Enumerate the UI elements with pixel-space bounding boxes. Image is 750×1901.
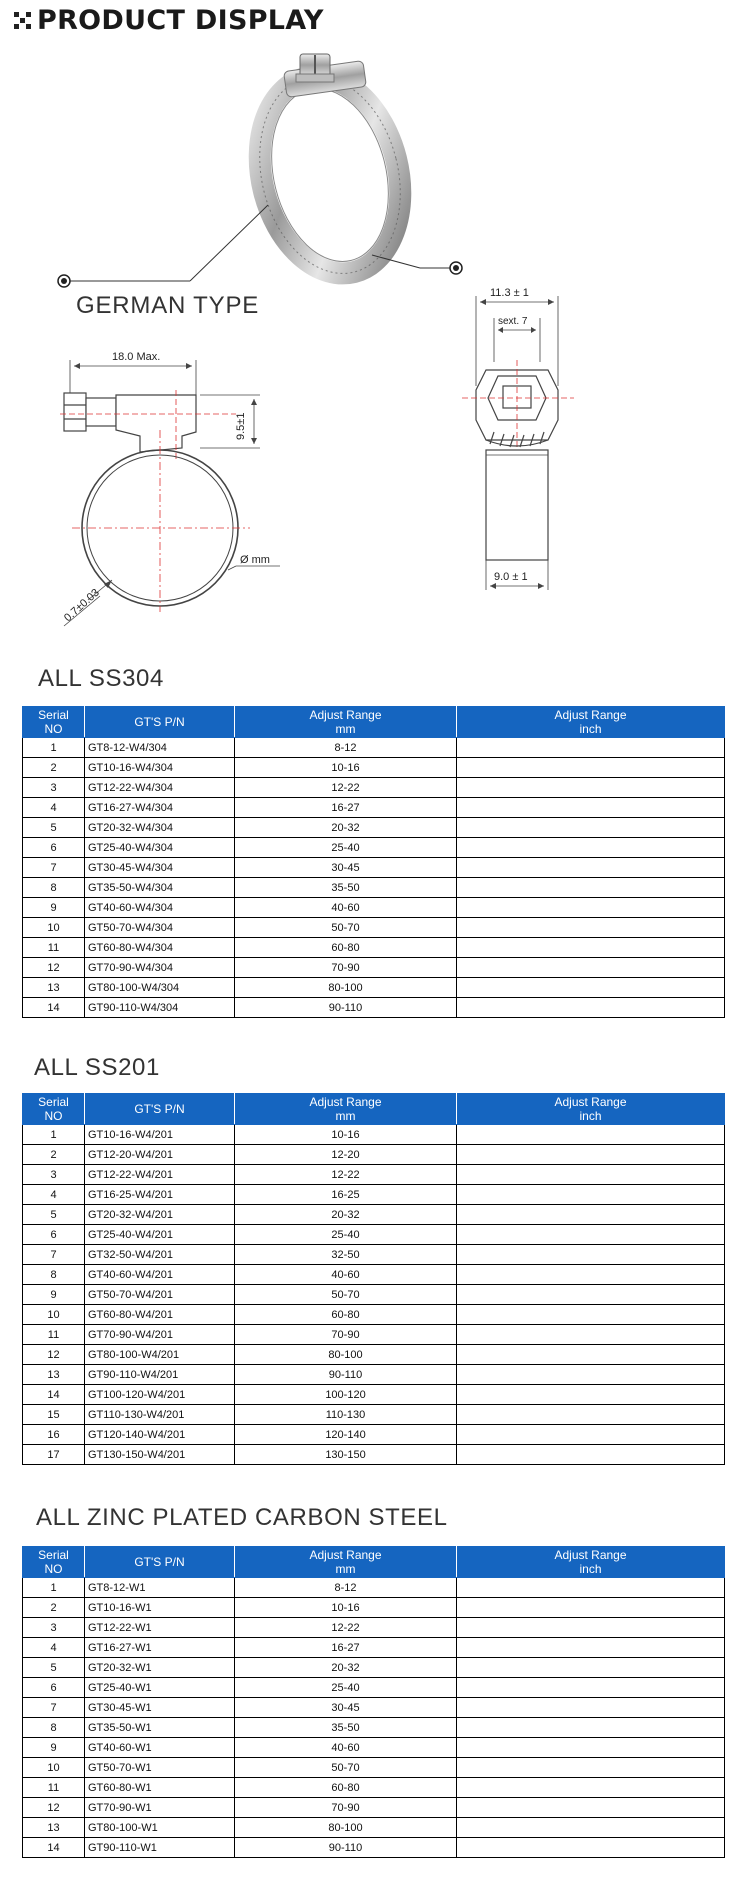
cell-pn: GT12-22-W4/201 [85,1165,235,1185]
table-row [23,1445,725,1465]
cell-pn: GT50-70-W4/201 [85,1285,235,1305]
cell-pn: GT100-120-W4/201 [85,1385,235,1405]
cell-pn: GT20-32-W4/304 [85,818,235,838]
cell-range-mm: 10-16 [235,1598,457,1618]
cell-range-mm: 35-50 [235,1718,457,1738]
cell-range-mm: 8-12 [235,738,457,758]
table-row [23,1385,725,1405]
table-row [23,1698,725,1718]
table-row [23,878,725,898]
table-row [23,938,725,958]
cell-range-inch [457,1698,725,1718]
table-row [23,918,725,938]
cell-serial: 4 [23,1638,85,1658]
table-row [23,1618,725,1638]
cell-pn: GT10-16-W4/304 [85,758,235,778]
cell-serial: 5 [23,1658,85,1678]
header-pn [85,1094,235,1125]
cell-range-inch [457,798,725,818]
section-title-zinc: ALL ZINC PLATED CARBON STEEL [36,1504,448,1531]
cell-range-inch [457,1165,725,1185]
cell-serial: 2 [23,1598,85,1618]
cell-range-mm: 25-40 [235,1678,457,1698]
cell-range-inch [457,1638,725,1658]
table-row [23,1838,725,1858]
cell-serial: 13 [23,1818,85,1838]
cell-serial: 11 [23,1778,85,1798]
cell-range-inch [457,1185,725,1205]
cell-pn: GT20-32-W4/201 [85,1205,235,1225]
cell-pn: GT35-50-W4/304 [85,878,235,898]
cell-range-inch [457,1205,725,1225]
header-range-inch [457,1547,725,1578]
cell-pn: GT70-90-W4/201 [85,1325,235,1345]
header-range-mm-line-1: Adjust Range [309,1548,382,1562]
cell-range-mm: 40-60 [235,1265,457,1285]
cell-pn: GT60-80-W1 [85,1778,235,1798]
cell-serial: 11 [23,938,85,958]
cell-range-mm: 50-70 [235,1758,457,1778]
header-range-mm-line-2: mm [335,1562,356,1576]
cell-pn: GT35-50-W1 [85,1718,235,1738]
cell-serial: 14 [23,1838,85,1858]
cell-pn: GT80-100-W4/304 [85,978,235,998]
product-figure [0,36,750,636]
cell-pn: GT120-140-W4/201 [85,1425,235,1445]
table-row [23,1205,725,1225]
table-row [23,1265,725,1285]
table-row [23,1165,725,1185]
table-row [23,1245,725,1265]
dim-hex: sext. 7 [498,316,528,327]
cell-range-mm: 70-90 [235,1798,457,1818]
cell-pn: GT80-100-W1 [85,1818,235,1838]
cell-range-inch [457,1818,725,1838]
cell-pn: GT40-60-W4/201 [85,1265,235,1285]
dim-housing: 11.3 ± 1 [490,287,529,299]
table-row [23,1798,725,1818]
type-label: GERMAN TYPE [76,292,260,319]
header-range-inch-line-1: Adjust Range [554,708,627,722]
cell-pn: GT60-80-W4/304 [85,938,235,958]
table-row [23,1185,725,1205]
cell-serial: 9 [23,1285,85,1305]
header-serial [23,707,85,738]
table-row [23,978,725,998]
cell-range-inch [457,1798,725,1818]
cell-range-inch [457,1365,725,1385]
cell-pn: GT30-45-W4/304 [85,858,235,878]
cell-range-mm: 40-60 [235,898,457,918]
cell-pn: GT130-150-W4/201 [85,1445,235,1465]
cell-range-mm: 12-22 [235,778,457,798]
table-row [23,1325,725,1345]
cell-range-inch [457,758,725,778]
cell-range-mm: 20-32 [235,1658,457,1678]
cell-pn: GT60-80-W4/201 [85,1305,235,1325]
header-range-mm [235,1094,457,1125]
cell-range-mm: 10-16 [235,1125,457,1145]
header-range-mm-line-1: Adjust Range [309,1095,382,1109]
cell-pn: GT10-16-W1 [85,1598,235,1618]
cell-pn: GT50-70-W1 [85,1758,235,1778]
section-title-ss201: ALL SS201 [34,1054,160,1081]
cell-range-mm: 50-70 [235,918,457,938]
table-row [23,1225,725,1245]
cell-pn: GT110-130-W4/201 [85,1405,235,1425]
cell-pn: GT25-40-W1 [85,1678,235,1698]
cell-serial: 13 [23,978,85,998]
cell-range-inch [457,838,725,858]
cell-range-mm: 60-80 [235,1778,457,1798]
table-row [23,738,725,758]
cell-serial: 12 [23,958,85,978]
cell-serial: 3 [23,1165,85,1185]
cell-range-inch [457,1385,725,1405]
cell-range-mm: 30-45 [235,858,457,878]
table-ss201 [22,1093,725,1465]
cell-range-inch [457,1345,725,1365]
cell-range-inch [457,738,725,758]
page-title: PRODUCT DISPLAY [37,4,324,36]
header-range-inch-line-1: Adjust Range [554,1095,627,1109]
cell-pn: GT16-27-W1 [85,1638,235,1658]
cell-range-mm: 30-45 [235,1698,457,1718]
cell-serial: 7 [23,1698,85,1718]
cell-range-mm: 40-60 [235,1738,457,1758]
cell-range-inch [457,1225,725,1245]
cell-serial: 5 [23,1205,85,1225]
cell-pn: GT80-100-W4/201 [85,1345,235,1365]
cell-pn: GT40-60-W4/304 [85,898,235,918]
cell-pn: GT70-90-W4/304 [85,958,235,978]
cell-range-mm: 120-140 [235,1425,457,1445]
cell-range-inch [457,1445,725,1465]
cell-range-mm: 12-20 [235,1145,457,1165]
cell-range-mm: 25-40 [235,838,457,858]
header-row [23,707,725,738]
header-range-mm-line-2: mm [335,722,356,736]
table-row [23,1285,725,1305]
dim-width: 18.0 Max. [112,351,161,363]
cell-serial: 13 [23,1365,85,1385]
cell-range-mm: 12-22 [235,1165,457,1185]
cell-serial: 6 [23,1678,85,1698]
cell-pn: GT16-27-W4/304 [85,798,235,818]
cell-range-inch [457,1245,725,1265]
cell-range-inch [457,1718,725,1738]
dim-thickness: 0.7±0.03 [61,586,102,625]
cell-serial: 5 [23,818,85,838]
header-row [23,1094,725,1125]
header-serial-line-1: Serial [38,708,69,722]
cell-pn: GT90-110-W1 [85,1838,235,1858]
header-pn-line-1: GT'S P/N [134,715,185,729]
cell-serial: 14 [23,998,85,1018]
cell-serial: 12 [23,1798,85,1818]
table-row [23,1145,725,1165]
table-row [23,1345,725,1365]
cell-serial: 8 [23,878,85,898]
cell-serial: 9 [23,898,85,918]
cell-range-inch [457,1405,725,1425]
section-title-ss304: ALL SS304 [38,665,164,692]
header-range-mm-line-2: mm [335,1109,356,1123]
cell-range-mm: 80-100 [235,978,457,998]
cell-range-inch [457,958,725,978]
cell-pn: GT90-110-W4/304 [85,998,235,1018]
header-pn-line-1: GT'S P/N [134,1102,185,1116]
cell-range-mm: 16-27 [235,798,457,818]
cell-range-mm: 8-12 [235,1578,457,1598]
header-range-inch-line-2: inch [579,1562,602,1576]
header-pn [85,1547,235,1578]
cell-range-inch [457,938,725,958]
cell-serial: 7 [23,858,85,878]
cell-range-inch [457,898,725,918]
cell-range-mm: 32-50 [235,1245,457,1265]
header-pn [85,707,235,738]
cell-range-inch [457,1738,725,1758]
header-range-mm-line-1: Adjust Range [309,708,382,722]
grid-pattern-icon [14,12,31,29]
cell-range-mm: 110-130 [235,1405,457,1425]
cell-range-mm: 16-25 [235,1185,457,1205]
table-row [23,1578,725,1598]
cell-pn: GT16-25-W4/201 [85,1185,235,1205]
cell-range-mm: 25-40 [235,1225,457,1245]
cell-serial: 10 [23,1758,85,1778]
page-header [14,4,324,36]
cell-range-inch [457,778,725,798]
table-row [23,838,725,858]
header-range-inch [457,707,725,738]
cell-serial: 10 [23,918,85,938]
table-row [23,958,725,978]
cell-range-mm: 90-110 [235,1838,457,1858]
cell-serial: 1 [23,1578,85,1598]
table-zinc [22,1546,725,1858]
cell-range-mm: 80-100 [235,1818,457,1838]
cell-range-inch [457,818,725,838]
header-serial-line-1: Serial [38,1095,69,1109]
cell-range-mm: 50-70 [235,1285,457,1305]
cell-serial: 11 [23,1325,85,1345]
cell-range-inch [457,1678,725,1698]
cell-range-mm: 35-50 [235,878,457,898]
dim-band: 9.0 ± 1 [494,571,528,583]
header-range-inch-line-1: Adjust Range [554,1548,627,1562]
table-ss304 [22,706,725,1018]
table-row [23,1125,725,1145]
cell-pn: GT12-22-W4/304 [85,778,235,798]
cell-range-mm: 70-90 [235,958,457,978]
table-row [23,1758,725,1778]
cell-serial: 3 [23,778,85,798]
table-row [23,1778,725,1798]
cell-range-inch [457,1618,725,1638]
dim-height: 9.5±1 [235,412,247,440]
cell-pn: GT90-110-W4/201 [85,1365,235,1385]
cell-range-inch [457,1265,725,1285]
cell-serial: 1 [23,1125,85,1145]
cell-range-mm: 60-80 [235,938,457,958]
cell-range-inch [457,1285,725,1305]
cell-pn: GT12-22-W1 [85,1618,235,1638]
cell-pn: GT25-40-W4/304 [85,838,235,858]
cell-range-inch [457,878,725,898]
cell-pn: GT8-12-W1 [85,1578,235,1598]
table-row [23,1818,725,1838]
cell-serial: 8 [23,1718,85,1738]
header-serial-line-1: Serial [38,1548,69,1562]
cell-serial: 14 [23,1385,85,1405]
cell-range-inch [457,1598,725,1618]
cell-range-inch [457,1578,725,1598]
cell-pn: GT70-90-W1 [85,1798,235,1818]
cell-range-mm: 80-100 [235,1345,457,1365]
cell-serial: 10 [23,1305,85,1325]
cell-serial: 15 [23,1405,85,1425]
cell-serial: 8 [23,1265,85,1285]
cell-range-mm: 10-16 [235,758,457,778]
cell-serial: 4 [23,1185,85,1205]
cell-serial: 2 [23,758,85,778]
table-row [23,998,725,1018]
dim-diameter: Ø mm [240,554,270,566]
table-row [23,818,725,838]
cell-pn: GT30-45-W1 [85,1698,235,1718]
table-row [23,1658,725,1678]
header-range-inch-line-2: inch [579,1109,602,1123]
cell-serial: 12 [23,1345,85,1365]
cell-serial: 1 [23,738,85,758]
table-row [23,1365,725,1385]
hose-clamp-photo [240,54,420,288]
header-serial-line-2: NO [44,1562,63,1576]
table-row [23,898,725,918]
header-serial-line-2: NO [44,1109,63,1123]
cell-range-inch [457,918,725,938]
cell-range-mm: 20-32 [235,818,457,838]
cell-pn: GT25-40-W4/201 [85,1225,235,1245]
header-row [23,1547,725,1578]
cell-serial: 6 [23,838,85,858]
header-serial [23,1094,85,1125]
cell-range-mm: 20-32 [235,1205,457,1225]
cell-range-inch [457,1658,725,1678]
cell-serial: 2 [23,1145,85,1165]
header-range-inch-line-2: inch [579,722,602,736]
table-row [23,798,725,818]
table-row [23,858,725,878]
cell-pn: GT12-20-W4/201 [85,1145,235,1165]
cell-range-mm: 16-27 [235,1638,457,1658]
cell-serial: 7 [23,1245,85,1265]
cell-serial: 9 [23,1738,85,1758]
cell-serial: 3 [23,1618,85,1638]
cell-range-mm: 70-90 [235,1325,457,1345]
cell-range-mm: 12-22 [235,1618,457,1638]
cell-serial: 4 [23,798,85,818]
cell-range-inch [457,1778,725,1798]
cell-range-inch [457,978,725,998]
cell-range-inch [457,1425,725,1445]
table-row [23,1425,725,1445]
cell-serial: 16 [23,1425,85,1445]
cell-pn: GT50-70-W4/304 [85,918,235,938]
cell-range-mm: 90-110 [235,1365,457,1385]
cell-pn: GT40-60-W1 [85,1738,235,1758]
cell-range-inch [457,1325,725,1345]
cell-pn: GT20-32-W1 [85,1658,235,1678]
cell-range-mm: 90-110 [235,998,457,1018]
table-row [23,1638,725,1658]
table-row [23,1718,725,1738]
header-range-mm [235,707,457,738]
cell-range-inch [457,858,725,878]
cell-serial: 17 [23,1445,85,1465]
cell-range-mm: 100-120 [235,1385,457,1405]
table-row [23,1305,725,1325]
cell-range-inch [457,1758,725,1778]
cell-range-mm: 60-80 [235,1305,457,1325]
cell-range-inch [457,1145,725,1165]
header-range-mm [235,1547,457,1578]
header-pn-line-1: GT'S P/N [134,1555,185,1569]
cell-pn: GT8-12-W4/304 [85,738,235,758]
cell-range-inch [457,998,725,1018]
table-row [23,1405,725,1425]
cell-pn: GT32-50-W4/201 [85,1245,235,1265]
cell-range-inch [457,1125,725,1145]
table-row [23,758,725,778]
header-serial-line-2: NO [44,722,63,736]
table-row [23,1598,725,1618]
cell-serial: 6 [23,1225,85,1245]
header-range-inch [457,1094,725,1125]
cell-pn: GT10-16-W4/201 [85,1125,235,1145]
table-row [23,778,725,798]
table-row [23,1678,725,1698]
header-serial [23,1547,85,1578]
table-row [23,1738,725,1758]
cell-range-inch [457,1305,725,1325]
cell-range-mm: 130-150 [235,1445,457,1465]
side-view-drawing [462,296,574,590]
cell-range-inch [457,1838,725,1858]
